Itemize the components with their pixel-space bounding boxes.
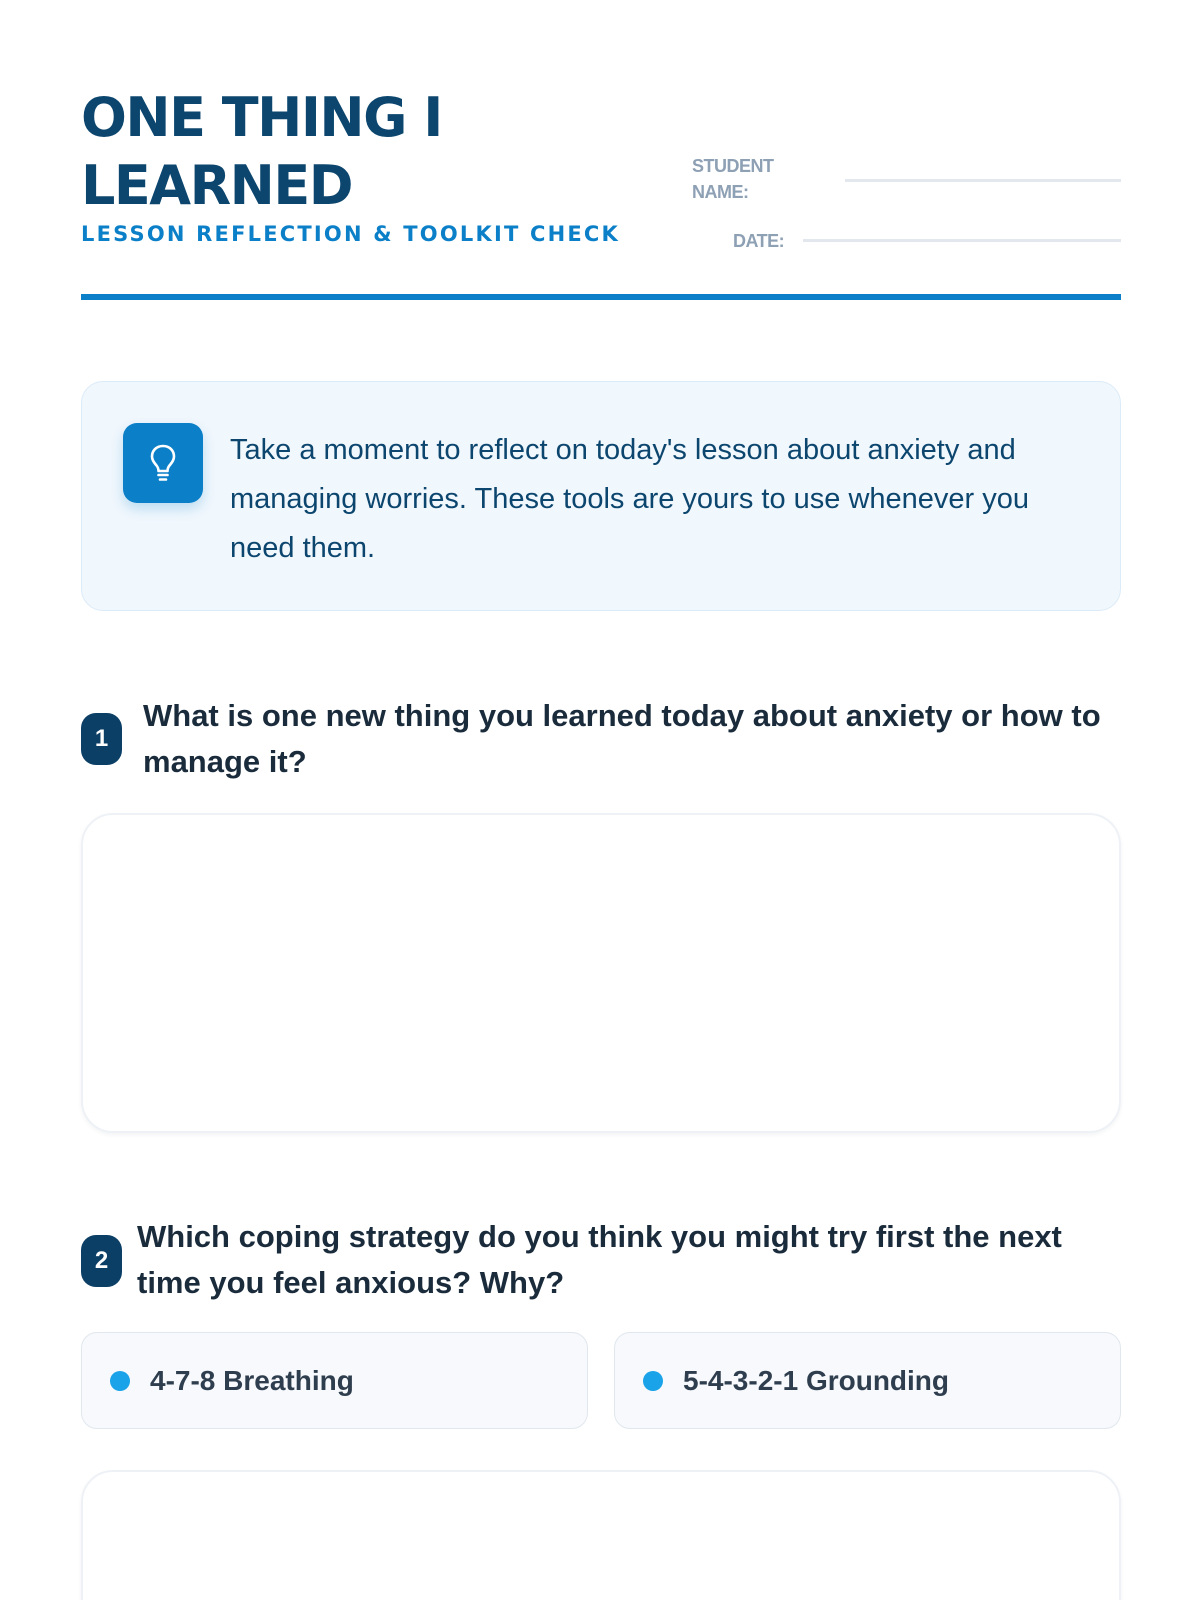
strategy-option-label: 4-7-8 Breathing [150, 1364, 354, 1396]
date-field[interactable] [803, 239, 1121, 242]
student-name-label: STUDENT NAME: [692, 156, 774, 202]
intro-text: Take a moment to reflect on today's lesson about anxiety and managing worries. These tools are yours to use whenever you need them. [230, 434, 1030, 564]
date-label: DATE: [733, 231, 785, 251]
lightbulb-icon [123, 423, 203, 503]
header-divider [81, 294, 1121, 300]
question-2-text: Which coping strategy do you think you might try first the next time you feel anxious? Why? [137, 1219, 1062, 1300]
strategy-option-grounding[interactable] [614, 1332, 1121, 1429]
question-1-badge: 1 [81, 713, 122, 765]
page-subtitle: LESSON REFLECTION & TOOLKIT CHECK [81, 222, 621, 246]
question-1-answer-box[interactable] [81, 813, 1121, 1133]
bullet-dot-icon [110, 1371, 130, 1391]
question-2-answer-box[interactable] [81, 1470, 1121, 1600]
question-2-badge: 2 [81, 1235, 122, 1287]
strategy-option-breathing[interactable] [81, 1332, 588, 1429]
intro-callout [81, 381, 1121, 611]
strategy-option-label: 5-4-3-2-1 Grounding [683, 1364, 950, 1396]
student-name-field[interactable] [845, 179, 1121, 182]
page-title: ONE THING I LEARNED [81, 86, 442, 217]
question-1-text: What is one new thing you learned today about anxiety or how to manage it? [143, 698, 1101, 779]
bullet-dot-icon [643, 1371, 663, 1391]
